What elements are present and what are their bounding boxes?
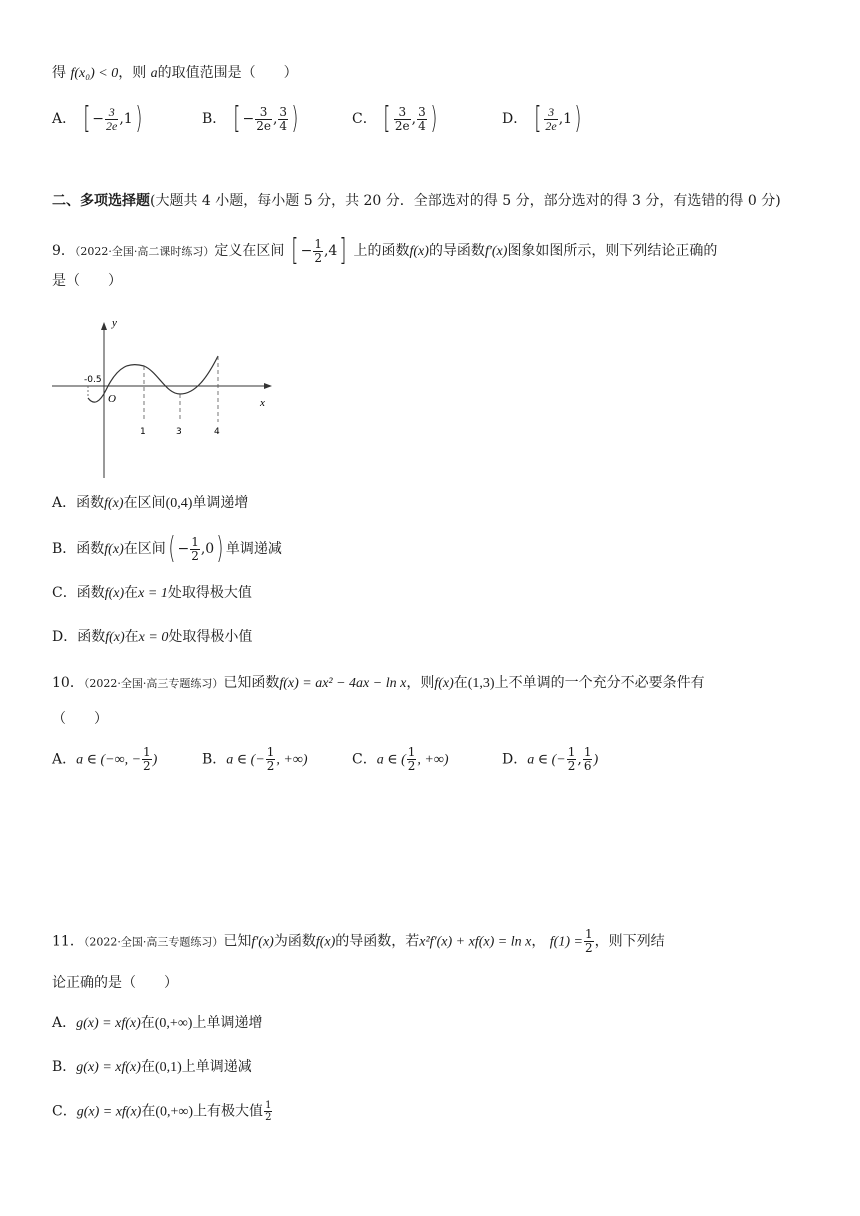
- option-expr: a ∈ (−: [226, 752, 265, 768]
- fraction: $\frac{1}{2}$: [143, 745, 151, 773]
- bracket-left: (: [168, 531, 176, 566]
- stem-text: （ ）: [52, 711, 108, 727]
- option-text: 单调递增: [192, 495, 249, 511]
- fraction: $\frac{3}{2e}$: [256, 104, 271, 133]
- option-end: , +∞): [276, 752, 308, 768]
- q11-stem-line2: [52, 972, 178, 994]
- question-source: （2022·全国·高三专题练习）: [83, 677, 224, 690]
- q9-stem-line1: 9．（2022·全国·高二课时练习）定义在区间 [ − $\frac{1}{2}$ ,4] 上的函数f(x)的导函数f′(x)图象如图所示，则下列结论正确的: [52, 233, 718, 268]
- x-axis-label: x: [260, 397, 265, 409]
- q10-options: [0, 740, 860, 784]
- function-fx: f(x): [104, 586, 125, 601]
- function-fpx: f′(x): [251, 934, 274, 950]
- option-condition: x = 0: [138, 630, 169, 645]
- option-end: ): [152, 752, 158, 768]
- option-label: D．: [502, 751, 528, 768]
- stem-text: 为函数: [273, 933, 316, 950]
- option-end: ): [593, 752, 599, 768]
- stem-text: 的导函数: [428, 243, 485, 259]
- q8-options: [0, 100, 860, 144]
- q10-stem-line2: [52, 708, 108, 730]
- option-label: B．: [52, 1059, 77, 1075]
- fraction: $\frac{3}{2e}$: [106, 104, 118, 133]
- stem-text: 论正确的是（ ）: [52, 975, 178, 991]
- fraction: $\frac{3}{4}$: [279, 104, 288, 133]
- function-fx: f(x): [409, 244, 429, 259]
- tick-1: 1: [140, 427, 146, 437]
- tick-4: 4: [214, 427, 220, 437]
- minus-sign: −: [92, 111, 105, 127]
- function-fx: f(x): [105, 630, 125, 645]
- option-text: 上单调递增: [192, 1015, 263, 1031]
- function-fx: f(x): [315, 934, 336, 950]
- q10-option-b[interactable]: [202, 746, 308, 773]
- y-axis-arrow: [101, 322, 107, 330]
- interval: (1,3): [467, 676, 495, 691]
- option-label: D．: [502, 111, 528, 127]
- q10-option-a[interactable]: [52, 746, 157, 773]
- fraction: $\frac{1}{2}$: [314, 236, 322, 265]
- function-fx: f(x): [104, 496, 124, 511]
- stem-text: 图象如图所示，则下列结论正确的: [507, 243, 718, 259]
- option-text: 单调递减: [225, 541, 282, 557]
- option-text: 处取得极大值: [167, 585, 252, 601]
- bracket-left: [: [291, 233, 299, 268]
- fraction: $\frac{3}{2e}$: [545, 104, 557, 133]
- option-label: B．: [52, 541, 77, 557]
- option-end: , +∞): [417, 752, 449, 768]
- q11-option-b[interactable]: [52, 1056, 252, 1079]
- derivative-graph: [48, 310, 278, 480]
- q8-option-b[interactable]: B． [ − $\frac{3}{2e}$ , $\frac{3}{4}$ ): [202, 101, 299, 136]
- bracket-right: ): [135, 101, 143, 136]
- stem-text: 上的函数: [353, 243, 410, 259]
- stem-text: ，: [531, 933, 546, 950]
- question-source: （2022·全国·高三专题练习）: [83, 935, 224, 949]
- option-text: 在: [140, 1015, 155, 1031]
- question-number: 9．: [52, 243, 75, 259]
- q8-option-c[interactable]: C． [ $\frac{3}{2e}$ , $\frac{3}{4}$ ): [352, 101, 438, 136]
- function-g: g(x) = xf(x): [76, 1016, 141, 1031]
- bracket-right: ): [216, 531, 224, 566]
- stem-text: ，则下列结: [594, 933, 665, 950]
- option-text: 在: [124, 629, 139, 645]
- question-number: 10．: [52, 675, 84, 691]
- option-label: C．: [352, 751, 377, 768]
- option-text: 函数: [76, 495, 105, 511]
- option-text: 在: [140, 1059, 155, 1075]
- bracket-right: ): [574, 101, 582, 136]
- option-label: B．: [202, 111, 227, 127]
- option-label: A．: [52, 111, 77, 127]
- function-g: g(x) = xf(x): [76, 1104, 142, 1120]
- option-interval: (0,+∞): [154, 1016, 193, 1031]
- option-label: C．: [352, 111, 377, 127]
- question-source: （2022·全国·高二课时练习）: [74, 245, 215, 258]
- fraction: $\frac{1}{2}$: [567, 745, 576, 773]
- q8-option-d[interactable]: [502, 101, 584, 136]
- q8-condition: f(x₀) < 0: [70, 66, 119, 81]
- option-expr: a ∈ (−: [527, 752, 566, 768]
- q10-option-c[interactable]: [352, 746, 448, 773]
- q8-text-mid: ，则: [118, 65, 147, 81]
- stem-text: 在: [453, 675, 468, 691]
- fraction: $\frac{3}{2e}$: [394, 104, 410, 133]
- option-expr: a ∈ (−∞, −: [76, 752, 142, 768]
- minus-sign: −: [242, 111, 255, 127]
- option-condition: x = 1: [138, 586, 168, 601]
- stem-text: 上不单调的一个充分不必要条件有: [494, 675, 705, 691]
- fraction: $\frac{3}{4}$: [418, 104, 426, 133]
- function-fx: f(x): [434, 676, 454, 691]
- q9-stem-line2: [52, 270, 122, 292]
- option-text: 在区间: [123, 541, 166, 557]
- option-text: 处取得极小值: [168, 629, 253, 645]
- stem-text: 定义在区间: [214, 243, 285, 259]
- option-label: C．: [52, 585, 77, 601]
- section-description: (大题共 4 小题，每小题 5 分，共 20 分．全部选对的得 5 分，部分选对的得 3 分，有选错的得 0 分): [150, 193, 781, 209]
- bracket-left: [: [233, 101, 241, 136]
- option-label: C．: [52, 1103, 77, 1120]
- q9-option-a[interactable]: [52, 492, 248, 515]
- origin-label: O: [108, 393, 116, 405]
- option-label: D．: [52, 629, 78, 645]
- option-text: 上单调递减: [181, 1059, 252, 1075]
- section-heading: [52, 190, 781, 212]
- option-text: 上有极大值: [193, 1103, 264, 1120]
- q8-option-a[interactable]: [52, 101, 144, 136]
- option-label: A．: [52, 751, 77, 768]
- option-text: 函数: [77, 629, 106, 645]
- q9-option-c[interactable]: [52, 582, 252, 605]
- function-g: g(x) = xf(x): [76, 1060, 141, 1075]
- function-definition: f(x) = ax² − 4ax − ln x: [279, 676, 407, 691]
- stem-text: 是（ ）: [52, 273, 122, 289]
- q8-var: a: [150, 66, 158, 81]
- fraction: $\frac{1}{2}$: [584, 927, 593, 955]
- stem-text: 的导函数，若: [335, 933, 420, 950]
- q10-option-d[interactable]: D．a ∈ (− $\frac{1}{2}$ , $\frac{1}{6}$ ): [502, 745, 599, 773]
- q8-tail-line: [52, 62, 298, 85]
- option-interval: (0,+∞): [155, 1104, 194, 1120]
- q9-option-b[interactable]: B．函数f(x)在区间( − $\frac{1}{2}$ ,0) 单调递减: [52, 531, 282, 566]
- q10-stem-line1: [52, 672, 705, 695]
- option-text: 函数: [76, 541, 105, 557]
- q9-option-d[interactable]: [52, 626, 252, 649]
- stem-text: ，则: [406, 675, 435, 691]
- option-text: 在区间: [123, 495, 166, 511]
- fraction: $\frac{1}{2}$: [407, 745, 416, 773]
- option-rest: ,1: [558, 111, 573, 127]
- option-interval: (0,1): [154, 1060, 182, 1075]
- option-rest: ,1: [119, 111, 133, 127]
- initial-value: f(1) =: [549, 934, 583, 950]
- option-label: B．: [202, 751, 227, 768]
- option-text: 函数: [76, 585, 105, 601]
- bracket-right: ]: [339, 233, 347, 268]
- option-label: A．: [52, 495, 77, 511]
- option-text: 在: [141, 1103, 156, 1120]
- q11-option-a[interactable]: [52, 1012, 262, 1035]
- bracket-left: [: [534, 101, 542, 136]
- function-fpx: f′(x): [484, 244, 508, 259]
- stem-text: 已知函数: [223, 675, 280, 691]
- neg-label: -0.5: [84, 375, 102, 385]
- bracket-right: ): [291, 101, 299, 136]
- option-text: 在: [124, 585, 139, 601]
- q8-text-pre: 得: [52, 65, 66, 81]
- bracket-left: [: [383, 101, 391, 136]
- q11-option-c[interactable]: [52, 1100, 273, 1124]
- q11-stem-line1: [52, 928, 665, 955]
- option-interval: (0,4): [165, 496, 193, 511]
- fraction: $\frac{1}{6}$: [583, 745, 592, 773]
- y-axis-label: y: [112, 317, 117, 329]
- q8-text-post: 的取值范围是（ ）: [157, 65, 298, 81]
- section-title: 二、多项选择题: [52, 193, 150, 209]
- bracket-right: ): [430, 101, 438, 136]
- x-axis-arrow: [264, 383, 272, 389]
- option-label: A．: [52, 1015, 77, 1031]
- stem-text: 已知: [223, 933, 252, 950]
- fraction: $\frac{1}{2}$: [266, 745, 275, 773]
- question-number: 11．: [52, 933, 84, 950]
- bracket-left: [: [82, 101, 90, 136]
- fraction: $\frac{1}{2}$: [191, 534, 199, 563]
- tick-3: 3: [176, 427, 182, 437]
- equation: x²f′(x) + xf(x) = ln x: [419, 934, 532, 950]
- function-fx: f(x): [104, 542, 124, 557]
- fraction: $\frac{1}{2}$: [265, 1100, 272, 1123]
- interval-rest: ,4: [323, 243, 338, 259]
- option-expr: a ∈ (: [376, 752, 406, 768]
